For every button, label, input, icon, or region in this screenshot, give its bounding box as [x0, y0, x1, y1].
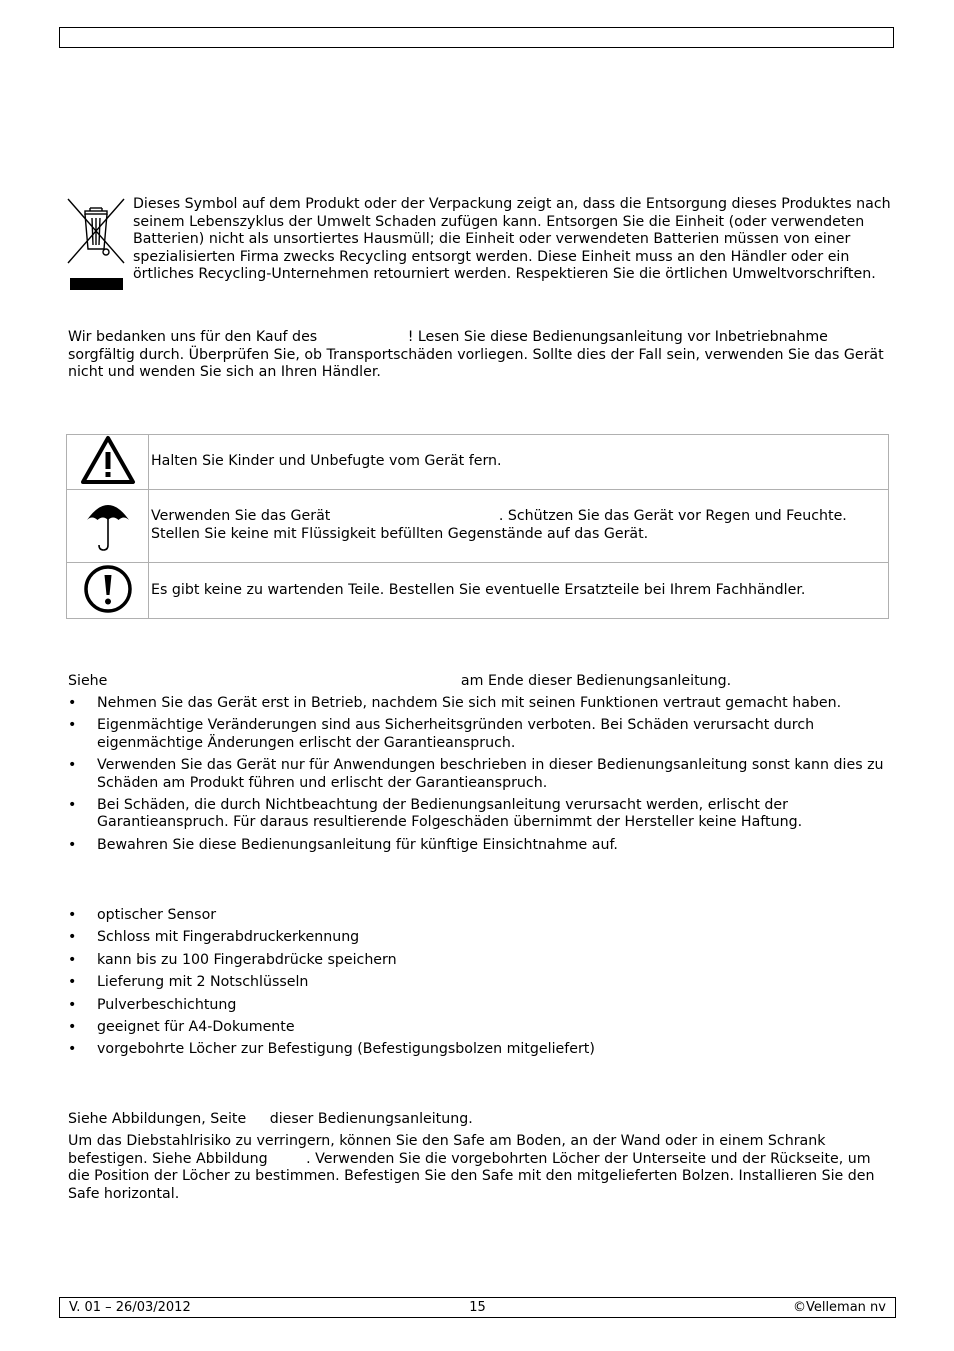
safety-icon-cell [67, 490, 149, 563]
figure-reference [68, 1111, 888, 1129]
page-header-box [59, 27, 894, 48]
list-item: • Pulverbeschichtung [68, 997, 888, 1014]
list-item: • Lieferung mit 2 Notschlüsseln [68, 974, 888, 991]
intro-paragraph [68, 329, 898, 382]
umbrella-icon [85, 496, 131, 552]
safety-icon-cell [67, 435, 149, 490]
installation-text-end: . Verwenden Sie die vorgebohrten Löcher der Unterseite und der Rückseite, um die Position der Löcher zu bestimmen. Befestigen Sie den Safe mit den mitgelieferten Bolzen. Installieren Sie den Safe horizontal. [68, 1150, 875, 1202]
list-item: • Verwenden Sie das Gerät nur für Anwendungen beschrieben in dieser Bedienungsanleitung sonst kann dies zu Schäden am Produkt führen und erlischt der Garantieanspruch. [68, 757, 888, 792]
safety-text-cell [149, 490, 889, 563]
list-item: • geeignet für A4-Dokumente [68, 1019, 888, 1036]
safety-text-line2: Stellen Sie keine mit Flüssigkeit befüllten Gegenstände auf das Gerät. [151, 526, 649, 542]
safety-text-start: Verwenden Sie das Gerät [151, 508, 335, 525]
intro-text-start: Wir bedanken uns für den Kauf des [68, 329, 322, 345]
footer-page-number: 15 [469, 1300, 486, 1315]
intro-text-end: ! Lesen Sie diese Bedienungsanleitung vor Inbetriebnahme sorgfältig durch. Überprüfen Sie, ob Transportschäden vorliegen. Sollte dies der Fall sein, verwenden Sie das Gerät nicht und wenden Sie sich an Ihren Händler. [68, 329, 884, 381]
figure-reference-end: dieser Bedienungsanleitung. [269, 1111, 473, 1127]
safety-row [67, 563, 889, 619]
list-item: • Eigenmächtige Veränderungen sind aus Sicherheitsgründen verboten. Bei Schäden verursacht durch eigenmächtige Änderungen erlischt der Garantieanspruch. [68, 717, 888, 752]
list-item: • Nehmen Sie das Gerät erst in Betrieb, nachdem Sie sich mit seinen Funktionen vertraut gemacht haben. [68, 695, 888, 712]
guidelines-intro-end: am Ende dieser Bedienungsanleitung. [460, 673, 732, 689]
safety-instructions-table [66, 434, 889, 619]
guidelines-list [68, 695, 888, 859]
safety-text-end: . Schützen Sie das Gerät vor Regen und Feuchte. [498, 508, 847, 525]
installation-text-start: Um das Diebstahlrisiko zu verringern, können Sie den Safe am Boden, an der Wand oder in einem Schrank befestigen. Siehe Abbildung [68, 1133, 826, 1167]
list-item: • Bei Schäden, die durch Nichtbeachtung der Bedienungsanleitung verursacht werden, erlischt der Garantieanspruch. Für daraus resultierende Folgeschäden übernimmt der Hersteller keine Haftung. [68, 797, 888, 832]
crossed-out-wheelie-bin-icon [66, 197, 126, 291]
warning-triangle-icon [80, 435, 136, 485]
safety-row [67, 435, 889, 490]
page-footer [59, 1297, 896, 1318]
list-item: • kann bis zu 100 Fingerabdrücke speichern [68, 952, 888, 969]
safety-row [67, 490, 889, 563]
safety-text-cell: Halten Sie Kinder und Unbefugte vom Gerät fern. [149, 435, 889, 490]
footer-copyright: ©Velleman nv [792, 1300, 886, 1315]
features-list [68, 907, 888, 1064]
list-item: • vorgebohrte Löcher zur Befestigung (Befestigungsbolzen mitgeliefert) [68, 1041, 888, 1058]
safety-icon-cell [67, 563, 149, 619]
list-item: • Bewahren Sie diese Bedienungsanleitung für künftige Einsichtnahme auf. [68, 837, 888, 854]
figure-reference-start: Siehe Abbildungen, Seite [68, 1111, 251, 1127]
footer-version: V. 01 – 26/03/2012 [69, 1300, 191, 1315]
weee-disposal-text: Dieses Symbol auf dem Produkt oder der Verpackung zeigt an, dass die Entsorgung dieses Produktes nach seinem Lebenszyklus der Umwelt Schaden zufügen kann. Entsorgen Sie die Einheit (oder verwendeten Batterien) nicht als unsortiertes Hausmüll; die Einheit oder verwendeten Batterien müssen von einer spezialisierten Firma zwecks Recycling entsorgt werden. Diese Einheit muss an den Händler oder ein örtliches Recycling-Unternehmen retourniert werden. Respektieren Sie die örtlichen Umweltvorschriften. [133, 196, 891, 283]
safety-text-cell: Es gibt keine zu wartenden Teile. Bestellen Sie eventuelle Ersatzteile bei Ihrem Fachhändler. [149, 563, 889, 619]
installation-paragraph [68, 1133, 888, 1203]
exclamation-circle-icon [83, 564, 133, 614]
guidelines-intro-start: Siehe [68, 673, 112, 689]
list-item: • Schloss mit Fingerabdruckerkennung [68, 929, 888, 946]
list-item: • optischer Sensor [68, 907, 888, 924]
guidelines-intro [68, 673, 888, 691]
